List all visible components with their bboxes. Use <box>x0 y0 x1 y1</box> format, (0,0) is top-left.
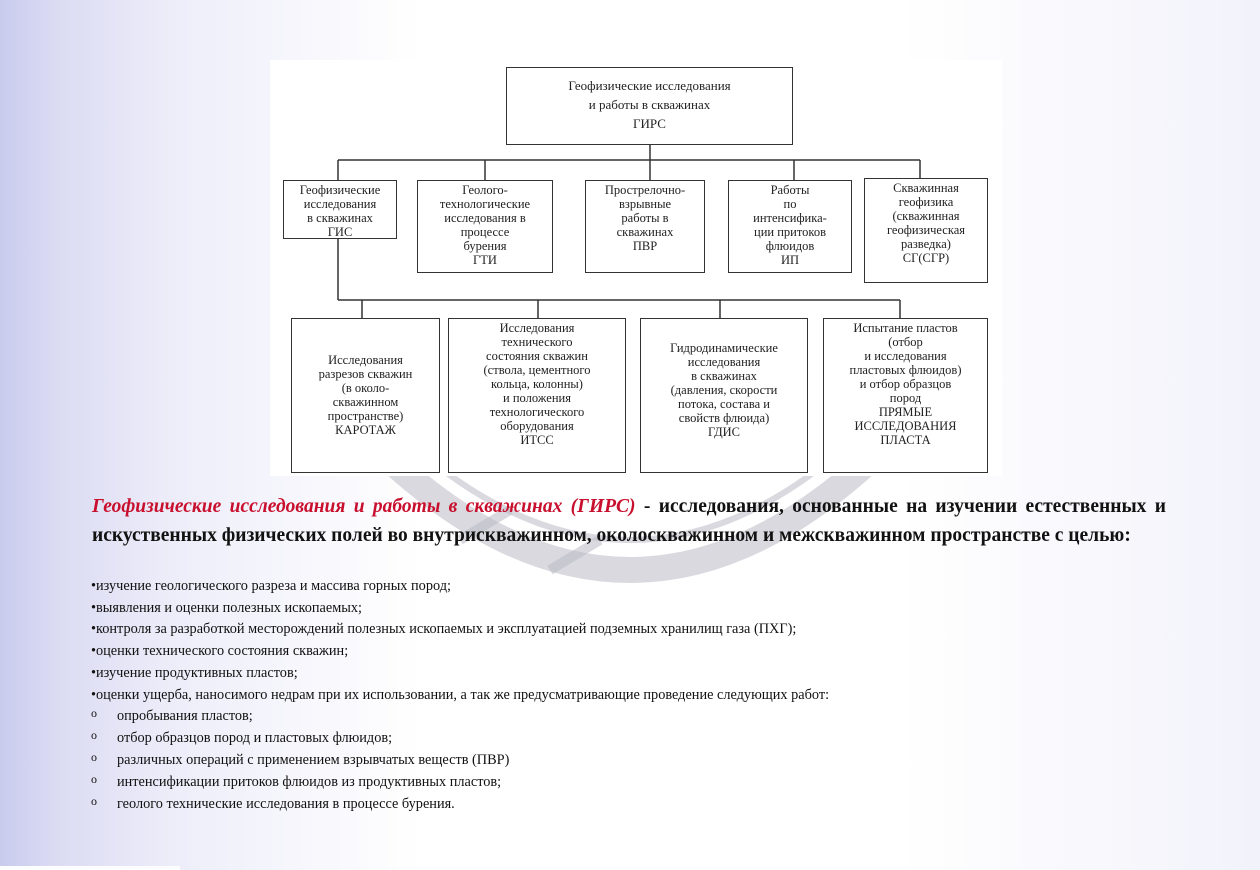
sub-list-item: o отбор образцов пород и пластовых флюидов; <box>91 728 1091 750</box>
circle-bullet-icon: o <box>91 727 97 742</box>
bottom-strip <box>0 866 180 870</box>
purpose-list <box>91 576 1191 706</box>
node-gis: Геофизические исследования в скважинах ГИС <box>283 180 397 239</box>
definition-term: Геофизические исследования и работы в скважинах (ГИРС) <box>92 496 644 517</box>
node-girs: Геофизические исследования и работы в скважинах ГИРС <box>506 67 793 145</box>
node-ip: Работы по интенсифика- ции притоков флюидов ИП <box>728 180 852 273</box>
node-sg: Скважинная геофизика (скважинная геофизическая разведка) СГ(СГР) <box>864 178 988 283</box>
org-chart <box>270 60 1002 476</box>
list-item: •контроля за разработкой месторождений полезных ископаемых и эксплуатацией подземных хранилищ газа (ПХГ); <box>91 621 797 638</box>
list-item: •изучение геологического разреза и массива горных пород; <box>91 578 451 594</box>
definition-text: - исследования, основанные на изучении естественных и искуственных физических полей во внутрискважинном, околоскважинном и межскважинном пространстве с целью: <box>92 496 1166 546</box>
definition-paragraph <box>92 492 1166 550</box>
node-itss: Исследования технического состояния скважин (ствола, цементного кольца, колонны) и положения технологического оборудования ИТСС <box>448 318 626 473</box>
list-item: •оценки технического состояния скважин; <box>91 643 349 660</box>
circle-bullet-icon: o <box>91 771 97 786</box>
node-pryamye: Испытание пластов (отбор и исследования пластовых флюидов) и отбор образцов пород ПРЯМЫЕ ИССЛЕДОВАНИЯ ПЛАСТА <box>823 318 988 473</box>
sub-list-item: o интенсификации притоков флюидов из продуктивных пластов; <box>91 772 1091 794</box>
circle-bullet-icon: o <box>91 749 97 764</box>
node-gti: Геолого- технологические исследования в процессе бурения ГТИ <box>417 180 553 273</box>
node-pvr: Прострелочно- взрывные работы в скважинах ПВР <box>585 180 705 273</box>
circle-bullet-icon: o <box>91 706 97 720</box>
list-item: •выявления и оценки полезных ископаемых; <box>91 599 362 616</box>
list-item: •оценки ущерба, наносимого недрам при их использовании, а так же предусматривающие проведение следующих работ: <box>91 686 830 703</box>
sub-list-item: o различных операций с применением взрывчатых веществ (ПВР) <box>91 750 1091 772</box>
sub-list-item: o геолого технические исследования в процессе бурения. <box>91 794 1091 816</box>
works-list <box>91 706 1091 816</box>
node-karotazh: Исследования разрезов скважин (в около- скважинном пространстве) КАРОТАЖ <box>291 318 440 473</box>
node-gdis: Гидродинамические исследования в скважинах (давления, скорости потока, состава и свойств флюида) ГДИС <box>640 318 808 473</box>
circle-bullet-icon: o <box>91 793 97 808</box>
sub-list-item: o опробывания пластов; <box>91 706 1091 728</box>
list-item: •изучение продуктивных пластов; <box>91 664 298 681</box>
